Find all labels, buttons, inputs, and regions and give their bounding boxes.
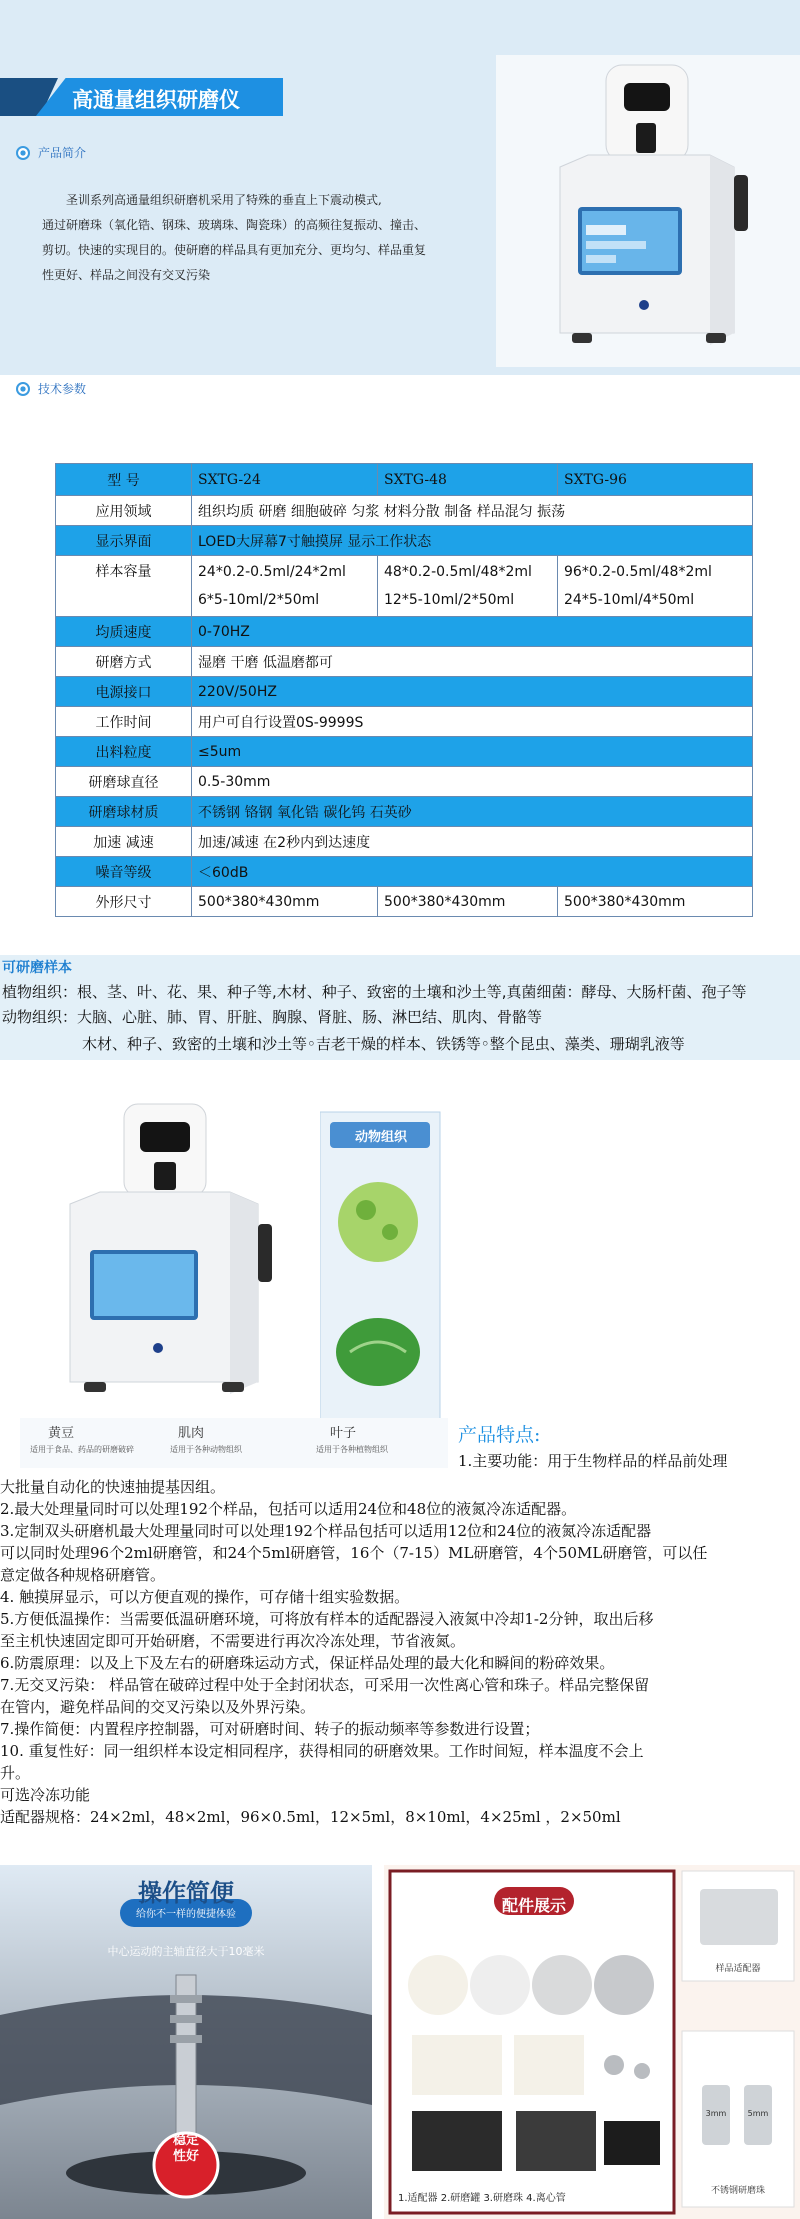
table-cell: 用户可自行设置0S-9999S xyxy=(192,707,753,737)
feature-line: 在管内，避免样品间的交叉污染以及外界污染。 xyxy=(0,1698,316,1716)
table-cell: 研磨方式 xyxy=(56,647,192,677)
table-cell: 均质速度 xyxy=(56,617,192,647)
operation-banner xyxy=(0,1865,372,2219)
table-cell xyxy=(558,556,753,617)
table-cell: 加速/减速 在2秒内到达速度 xyxy=(192,827,753,857)
operation-subtitle: 给你不一样的便捷体验 xyxy=(136,1909,236,1920)
vial-label: 5mm xyxy=(747,2109,769,2118)
operation-title: 操作简便 xyxy=(138,1879,234,1907)
features-list xyxy=(0,1476,800,1828)
table-row xyxy=(56,647,753,677)
table-cell xyxy=(192,556,378,617)
table-cell: 样本容量 xyxy=(56,556,192,617)
feature-line: 可选冷冻功能 xyxy=(0,1786,91,1804)
vial-label: 3mm xyxy=(705,2109,727,2118)
intro-line: 通过研磨珠（氧化锆、钢珠、玻璃珠、陶瓷珠）的高频往复振动、撞击、 xyxy=(42,218,427,232)
title-banner xyxy=(0,78,283,116)
table-cell: 220V/50HZ xyxy=(192,677,753,707)
table-row xyxy=(56,797,753,827)
cell-line: 24*5-10ml/4*50ml xyxy=(564,592,695,608)
samples-animal: 动物组织：大脑、心脏、肺、胃、肝脏、胸腺、肾脏、肠、淋巴结、肌肉、骨骼等 xyxy=(2,1008,543,1026)
feature-line: 大批量自动化的快速抽提基因组。 xyxy=(0,1478,226,1496)
table-cell: 研磨球材质 xyxy=(56,797,192,827)
table-row xyxy=(56,767,753,797)
table-cell: 外形尺寸 xyxy=(56,887,192,917)
accessories-legend: 1.适配器 2.研磨罐 3.研磨珠 4.离心管 xyxy=(398,2193,566,2204)
table-cell: SXTG-24 xyxy=(192,464,378,496)
table-cell xyxy=(378,556,558,617)
feature-line: 5.方便低温操作：当需要低温研磨环境，可将放有样本的适配器浸入液氮中冷却1-2分钟，取出后移 xyxy=(0,1610,654,1628)
intro-line: 圣训系列高通量组织研磨机采用了特殊的垂直上下震动模式, xyxy=(66,193,382,207)
table-cell: 显示界面 xyxy=(56,526,192,556)
table-cell: 出料粒度 xyxy=(56,737,192,767)
samples-plant: 植物组织：根、茎、叶、花、果、种子等,木材、种子、致密的土壤和沙土等,真菌细菌：酵母、大肠杆菌、孢子等 xyxy=(2,983,747,1001)
feature-line: 至主机快速固定即可开始研磨，不需要进行再次冷冻处理，节省液氮。 xyxy=(0,1632,466,1650)
table-cell: ＜60dB xyxy=(192,857,753,887)
device-image xyxy=(496,55,800,367)
samples-other: 木材、种子、致密的土壤和沙土等◦吉老干燥的样本、铁锈等◦整个昆虫、藻类、珊瑚乳液等 xyxy=(82,1035,685,1053)
badge-line: 稳定 xyxy=(172,2133,199,2148)
table-row xyxy=(56,827,753,857)
table-cell: 500*380*430mm xyxy=(192,887,378,917)
feature-line: 6.防震原理：以及上下及左右的研磨珠运动方式，保证样品处理的最大化和瞬间的粉碎效果。 xyxy=(0,1654,615,1672)
table-cell: SXTG-96 xyxy=(558,464,753,496)
table-cell: 0-70HZ xyxy=(192,617,753,647)
table-cell: 工作时间 xyxy=(56,707,192,737)
table-row xyxy=(56,887,753,917)
intro-line: 剪切。快速的实现目的。使研磨的样品具有更加充分、更均匀、样品重复 xyxy=(42,243,427,257)
feature-line: 3.定制双头研磨机最大处理量同时可以处理192个样品包括可以适用12位和24位的液氮冷冻适配器 xyxy=(0,1522,652,1540)
grinder-device-illustration xyxy=(496,55,800,367)
bullet-icon xyxy=(16,382,30,396)
table-cell: 噪音等级 xyxy=(56,857,192,887)
table-row xyxy=(56,617,753,647)
operation-note: 中心运动的主轴直径大于10毫米 xyxy=(107,1945,265,1958)
table-cell: 应用领域 xyxy=(56,496,192,526)
params-heading: 技术参数 xyxy=(16,380,86,397)
table-cell: 型 号 xyxy=(56,464,192,496)
cell-line: 24*0.2-0.5ml/24*2ml xyxy=(198,564,346,580)
table-cell: SXTG-48 xyxy=(378,464,558,496)
samples-heading: 可研磨样本 xyxy=(2,960,72,976)
table-cell: 组织均质 研磨 细胞破碎 匀浆 材料分散 制备 样品混匀 振荡 xyxy=(192,496,753,526)
stability-badge xyxy=(154,2133,218,2165)
feature-line: 适配器规格：24×2ml，48×2ml，96×0.5ml，12×5ml，8×10ml，4×25ml ，2×50ml xyxy=(0,1808,621,1826)
feature-line: 4. 触摸屏显示，可以方便直观的操作，可存储十组实验数据。 xyxy=(0,1588,410,1606)
sample-photo xyxy=(20,1082,448,1468)
feature-line: 10. 重复性好：同一组织样本设定相同程序，获得相同的研磨效果。工作时间短，样本温度不会上 xyxy=(0,1742,644,1760)
photo-subcaption: 适用于各种植物组织 xyxy=(316,1445,388,1454)
table-cell: 0.5-30mm xyxy=(192,767,753,797)
feature-line: 升。 xyxy=(0,1764,31,1782)
feature-line: 1.主要功能：用于生物样品的样品前处理 xyxy=(458,1452,728,1470)
table-row xyxy=(56,526,753,556)
photo-caption: 肌肉 xyxy=(178,1426,205,1441)
table-cell: 500*380*430mm xyxy=(558,887,753,917)
table-cell: 湿磨 干磨 低温磨都可 xyxy=(192,647,753,677)
photo-caption: 黄豆 xyxy=(48,1426,75,1441)
table-row xyxy=(56,556,753,617)
photo-subcaption: 适用于食品、药品的研磨破碎 xyxy=(30,1445,134,1454)
accessories-title: 配件展示 xyxy=(501,1896,566,1915)
feature-line: 可以同时处理96个2ml研磨管，和24个5ml研磨管，16个（7-15）ML研磨管，4个50ML研磨管，可以任 xyxy=(0,1544,708,1562)
photo-badge: 动物组织 xyxy=(354,1130,407,1145)
photo-caption: 叶子 xyxy=(330,1426,357,1441)
table-cell: 加速 减速 xyxy=(56,827,192,857)
accessories-illustration xyxy=(384,1865,800,2219)
intro-line: 性更好、样品之间没有交叉污染 xyxy=(42,268,211,282)
cell-line: 6*5-10ml/2*50ml xyxy=(198,592,320,608)
bullet-icon xyxy=(16,146,30,160)
cell-line: 12*5-10ml/2*50ml xyxy=(384,592,515,608)
feature-line: 7.无交叉污染： 样品管在破碎过程中处于全封闭状态，可采用一次性离心管和珠子。样品完整保留 xyxy=(0,1676,650,1694)
features-title: 产品特点: xyxy=(458,1424,541,1446)
table-row xyxy=(56,737,753,767)
table-cell: 不锈钢 铬钢 氧化锆 碳化钨 石英砂 xyxy=(192,797,753,827)
feature-line: 7.操作简便：内置程序控制器，可对研磨时间、转子的振动频率等参数进行设置； xyxy=(0,1720,540,1738)
table-row xyxy=(56,464,753,496)
table-cell: 电源接口 xyxy=(56,677,192,707)
table-row xyxy=(56,496,753,526)
table-row xyxy=(56,857,753,887)
cell-line: 48*0.2-0.5ml/48*2ml xyxy=(384,564,532,580)
photo-subcaption: 适用于各种动物组织 xyxy=(170,1445,242,1454)
adapter-label: 样品适配器 xyxy=(715,1964,761,1974)
feature-line: 2.最大处理量同时可以处理192个样品，包括可以适用24位和48位的液氮冷冻适配器。 xyxy=(0,1500,577,1518)
table-cell: LOED大屏幕7寸触摸屏 显示工作状态 xyxy=(192,526,753,556)
table-cell: 500*380*430mm xyxy=(378,887,558,917)
table-row xyxy=(56,707,753,737)
accessories-banner xyxy=(384,1865,800,2219)
intro-text xyxy=(42,188,492,288)
table-row xyxy=(56,677,753,707)
cell-line: 96*0.2-0.5ml/48*2ml xyxy=(564,564,712,580)
feature-line: 意定做各种规格研磨管。 xyxy=(0,1566,166,1584)
intro-heading: 产品简介 xyxy=(16,144,86,161)
intro-section xyxy=(0,0,800,396)
spec-table xyxy=(55,463,753,917)
samples-section xyxy=(0,955,800,1060)
bead-label: 不锈钢研磨珠 xyxy=(710,2186,765,2196)
page-title: 高通量组织研磨仪 xyxy=(72,88,240,112)
table-cell: 研磨球直径 xyxy=(56,767,192,797)
badge-line: 性好 xyxy=(172,2149,199,2164)
table-cell: ≤5um xyxy=(192,737,753,767)
